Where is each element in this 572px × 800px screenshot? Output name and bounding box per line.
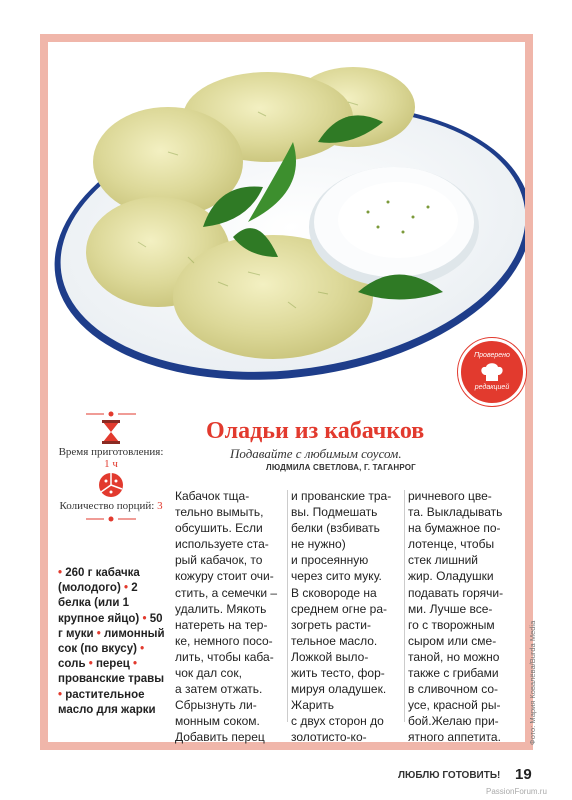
ingredient-item: 2 белка (или 1 крупное яйцо) bbox=[58, 582, 140, 625]
dish-photo bbox=[48, 42, 525, 402]
portions-value: 3 bbox=[157, 500, 163, 512]
page-number: 19 bbox=[515, 766, 532, 783]
cooking-time-value: 1 ч bbox=[104, 458, 118, 470]
ingredient-item: 50 г муки bbox=[58, 612, 163, 640]
ingredient-item: прованские травы bbox=[58, 673, 165, 686]
recipe-text-column-3: ричневого цве- та. Выкладывать на бумажное по- лотенце, чтобы стек лишний жир. Оладушки подавать горячи- ми. Лучше все- го с творожным сыром или сме- таной, но можно также с грибами в сливочном со- усе, красной ры- бой.Желаю при- ятного аппетита. bbox=[408, 489, 504, 745]
portions-label bbox=[56, 500, 166, 512]
recipe-author: ЛЮДМИЛА СВЕТЛОВА, Г. ТАГАНРОГ bbox=[266, 463, 416, 472]
recipe-subtitle: Подавайте с любимым соусом. bbox=[230, 446, 402, 461]
verified-badge bbox=[458, 338, 526, 406]
badge-line1: Проверено bbox=[474, 352, 510, 359]
column-divider bbox=[287, 490, 288, 722]
magazine-name: ЛЮБЛЮ ГОТОВИТЬ! bbox=[398, 770, 501, 781]
photo-credit: Фото: Мария Ковалёва/Burda Media bbox=[528, 620, 537, 745]
ornament-bottom-icon bbox=[86, 515, 136, 523]
ornament-icon bbox=[86, 410, 136, 418]
ingredient-item: соль bbox=[58, 658, 86, 671]
recipe-title: Оладьи из кабачков bbox=[206, 418, 425, 444]
pizza-icon bbox=[98, 472, 124, 498]
ingredient-item: растительное масло для жарки bbox=[58, 688, 156, 716]
ingredient-item: перец bbox=[95, 658, 130, 671]
column-divider bbox=[404, 490, 405, 722]
ingredient-item: лимонный сок (по вкусу) bbox=[58, 627, 165, 656]
recipe-info-sidebar bbox=[56, 410, 166, 523]
badge-line2: редакцией bbox=[474, 384, 510, 391]
recipe-text-column-1: Кабачок тща- тельно вымыть, обсушить. Если используете ста- рый кабачок, то кожуру стоит очи- стить, а семечки – удалить. Мякоть натереть на тер- ке, немного посо- лить, чтобы каба- чок дал сок, а затем отжать. Сбрызнуть ли- монным соком. Добавить перец bbox=[175, 489, 278, 745]
recipe-text-column-2: и прованские тра- вы. Подмешать белки (взбивать не нужно) и просеянную через сито муку. В сковороде на среднем огне ра- зогреть расти- тельное масло. Ложкой выло- жить тесто, фор- мируя оладушек. Жарить с двух сторон до золотисто-ко- bbox=[291, 489, 392, 745]
ingredient-item: 260 г кабачка (молодого) bbox=[58, 567, 140, 595]
chef-hat-icon bbox=[479, 361, 505, 383]
portions-label-text: Количество порций: bbox=[59, 500, 155, 512]
hourglass-icon bbox=[100, 420, 122, 444]
ingredients-list: • 260 г кабачка (молодого) • 2 белка (или 1 крупное яйцо) • 50 г муки • лимонный сок (по вкусу) • соль • перец • прованские травы • растительное масло для жарки bbox=[58, 567, 165, 716]
watermark: PassionForum.ru bbox=[486, 787, 547, 796]
cooking-time-label: Время приготовления: bbox=[58, 446, 164, 458]
